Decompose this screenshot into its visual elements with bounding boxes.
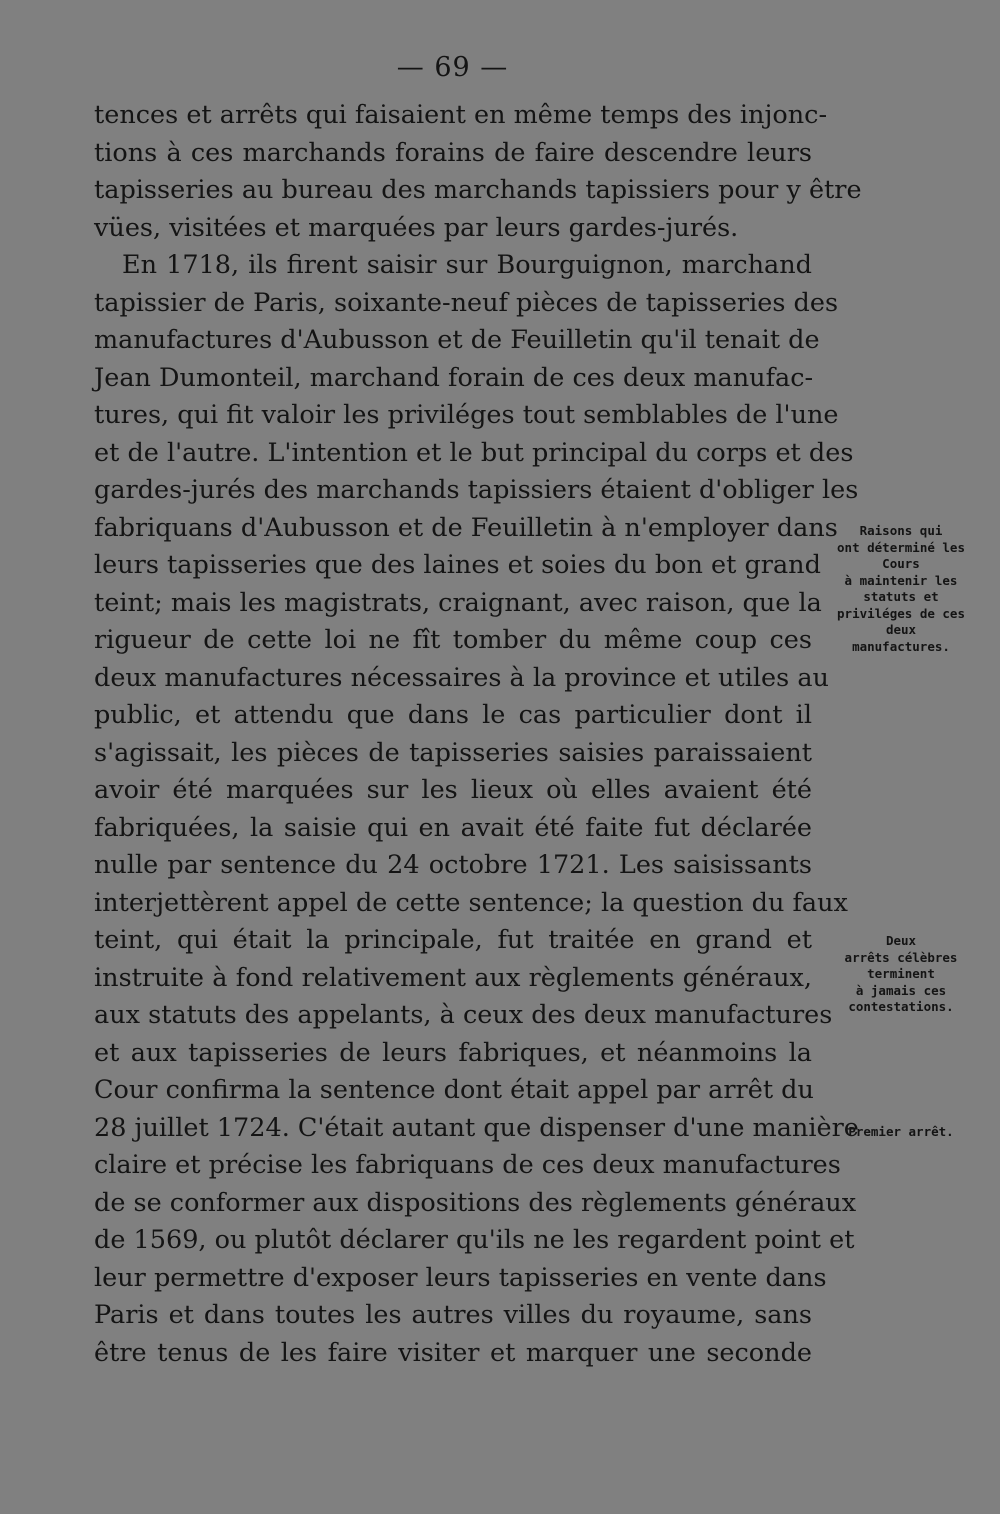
margin-note-line: ont déterminé les (837, 539, 965, 555)
text-line: claire et précise les fabriquans de ces deux manufactures (94, 1150, 841, 1180)
margin-note-two-decrees (826, 933, 976, 1016)
margin-note-line: Cours (882, 556, 920, 571)
text-line: Cour confirma la sentence dont était appel par arrêt du (94, 1075, 814, 1105)
text-line: de 1569, ou plutôt déclarer qu'ils ne les regardent point et (94, 1225, 855, 1255)
margin-note-line: Deux (885, 933, 917, 948)
text-line: En 1718, ils firent saisir sur Bourguignon, marchand (122, 250, 812, 280)
text-line: 28 juillet 1724. C'était autant que dispenser d'une manière (94, 1112, 859, 1143)
margin-note-first-decree (826, 1124, 976, 1141)
text-line: public, et attendu que dans le cas particulier dont il (94, 700, 812, 730)
text-line: tapisseries au bureau des marchands tapissiers pour y être (94, 175, 862, 205)
page-number: — 69 — (396, 52, 509, 83)
text-line: de se conformer aux dispositions des règlements généraux (94, 1187, 857, 1218)
text-line: avoir été marquées sur les lieux où elles avaient été (94, 775, 812, 805)
margin-note-line: Raisons qui (859, 523, 943, 538)
margin-note-line: arrêts célèbres (844, 949, 958, 965)
margin-note-line: statuts et (863, 589, 939, 604)
text-line: rigueur de cette loi ne fît tomber du même coup ces (94, 625, 812, 655)
text-line: être tenus de les faire visiter et marquer une seconde (94, 1337, 812, 1368)
margin-note-line: Premier arrêt. (848, 1124, 954, 1139)
text-line: teint, qui était la principale, fut traitée en grand et (94, 925, 812, 955)
text-line: teint; mais les magistrats, craignant, avec raison, que la (94, 587, 822, 618)
margin-note-line: manufactures. (852, 638, 950, 654)
text-line: leurs tapisseries que des laines et soies du bon et grand (94, 550, 821, 580)
text-line: tures, qui fit valoir les priviléges tout semblables de l'une (94, 400, 839, 430)
margin-note-reasons (826, 523, 976, 655)
text-line: tions à ces marchands forains de faire descendre leurs (94, 137, 812, 168)
text-line: s'agissait, les pièces de tapisseries saisies paraissaient (94, 737, 812, 768)
margin-note-line: terminent (867, 966, 935, 981)
margin-note-line: priviléges de ces (837, 605, 965, 621)
margin-note-line: contestations. (848, 999, 954, 1014)
body-text (94, 97, 862, 1372)
text-line: Paris et dans toutes les autres villes du royaume, sans (94, 1300, 812, 1330)
text-line: tences et arrêts qui faisaient en même temps des injonc- (94, 100, 828, 130)
text-line: aux statuts des appelants, à ceux des deux manufactures (94, 1000, 833, 1030)
text-line: tapissier de Paris, soixante-neuf pièces de tapisseries des (94, 287, 839, 318)
text-line: interjettèrent appel de cette sentence; la question du faux (94, 887, 848, 918)
margin-note-line: à jamais ces (855, 982, 947, 998)
margin-note-line: à maintenir les (844, 572, 958, 588)
text-line: fabriquans d'Aubusson et de Feuilletin à n'employer dans (94, 512, 838, 543)
text-line: deux manufactures nécessaires à la province et utiles au (94, 662, 829, 693)
text-line: Jean Dumonteil, marchand forain de ces deux manufac- (94, 362, 814, 393)
text-line: et de l'autre. L'intention et le but principal du corps et des (94, 437, 854, 468)
text-line: gardes-jurés des marchands tapissiers étaient d'obliger les (94, 475, 859, 505)
margin-note-line: deux (885, 622, 917, 637)
text-line: vües, visitées et marquées par leurs gardes-jurés. (94, 212, 739, 243)
text-line: manufactures d'Aubusson et de Feuilletin qu'il tenait de (94, 325, 820, 355)
text-line: instruite à fond relativement aux règlements généraux, (94, 962, 812, 993)
text-line: fabriquées, la saisie qui en avait été faite fut déclarée (94, 812, 812, 843)
text-line: leur permettre d'exposer leurs tapisseries en vente dans (94, 1262, 827, 1293)
text-line: nulle par sentence du 24 octobre 1721. Les saisissants (94, 850, 812, 880)
text-line: et aux tapisseries de leurs fabriques, et néanmoins la (94, 1037, 812, 1068)
